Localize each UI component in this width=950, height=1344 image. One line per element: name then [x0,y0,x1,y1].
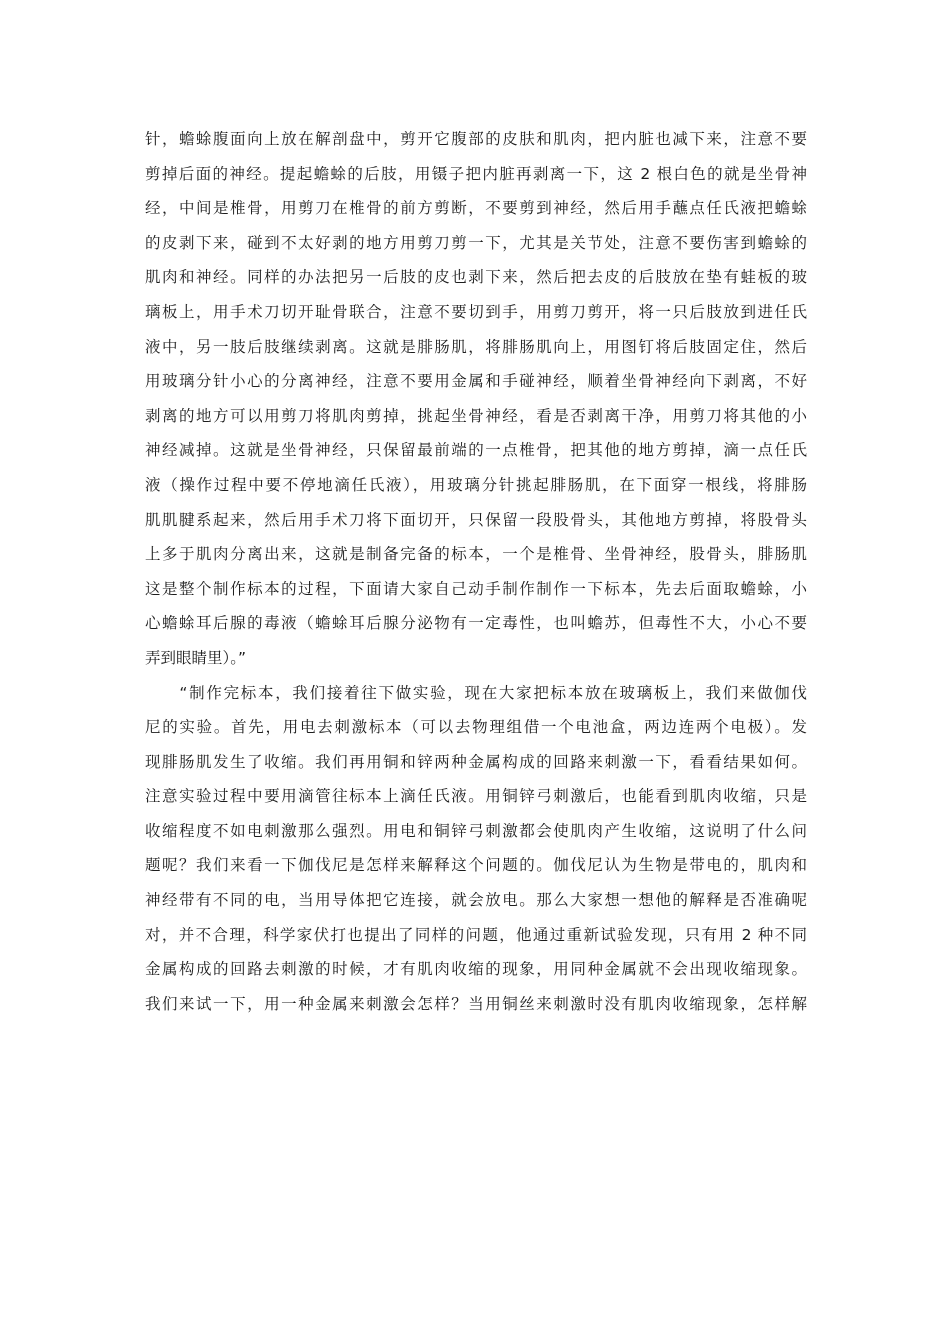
text-line-9: 剥离的地方可以用剪刀将肌肉剪掉，挑起坐骨神经，看是否剥离干净，用剪刀将其他的小 [145,406,807,425]
text-line-4: 的皮剥下来，碰到不太好剥的地方用剪刀剪一下，尤其是关节处，注意不要伤害到蟾蜍的 [145,233,807,252]
text-line-3: 经，中间是椎骨，用剪刀在椎骨的前方剪断，不要剪到神经，然后用手蘸点任氏液把蟾蜍 [145,199,807,218]
text-line-26: 我们来试一下，用一种金属来刺激会怎样？当用铜丝来刺激时没有肌肉收缩现象，怎样解 [145,994,807,1013]
text-line-25: 金属构成的回路去刺激的时候，才有肌肉收缩的现象，用同种金属就不会出现收缩现象。 [145,960,807,979]
text-line-12: 肌肌腱系起来，然后用手术刀将下面切开，只保留一段股骨头，其他地方剪掉，将股骨头 [145,510,807,529]
text-line-10: 神经减掉。这就是坐骨神经，只保留最前端的一点椎骨，把其他的地方剪掉，滴一点任氏 [145,441,807,460]
text-line-14: 这是整个制作标本的过程，下面请大家自己动手制作制作一下标本，先去后面取蟾蜍，小 [145,579,807,598]
text-line-20: 注意实验过程中要用滴管往标本上滴任氏液。用铜锌弓刺激后，也能看到肌肉收缩，只是 [145,787,807,806]
text-line-17: “制作完标本，我们接着往下做实验，现在大家把标本放在玻璃板上，我们来做伽伐 [145,683,807,702]
text-line-15: 心蟾蜍耳后腺的毒液（蟾蜍耳后腺分泌物有一定毒性，也叫蟾苏，但毒性不大，小心不要 [145,614,807,633]
text-line-19: 现腓肠肌发生了收缩。我们再用铜和锌两种金属构成的回路来刺激一下，看看结果如何。 [145,752,807,771]
text-line-21: 收缩程度不如电刺激那么强烈。用电和铜锌弓刺激都会使肌肉产生收缩，这说明了什么问 [145,821,807,840]
text-line-1: 针，蟾蜍腹面向上放在解剖盘中，剪开它腹部的皮肤和肌肉，把内脏也减下来，注意不要 [145,130,807,148]
text-line-23: 神经带有不同的电，当用导体把它连接，就会放电。那么大家想一想他的解释是否准确呢 [145,891,807,910]
text-line-2: 剪掉后面的神经。提起蟾蜍的后肢，用镊子把内脏再剥离一下，这 2 根白色的就是坐骨神 [145,164,807,183]
text-line-7: 液中，另一肢后肢继续剥离。这就是腓肠肌，将腓肠肌向上，用图钉将后肢固定住，然后 [145,337,807,356]
text-line-8: 用玻璃分针小心的分离神经，注意不要用金属和手碰神经，顺着坐骨神经向下剥离，不好 [145,372,807,391]
text-line-24: 对，并不合理，科学家伏打也提出了同样的问题，他通过重新试验发现，只有用 2 种不同 [145,925,807,944]
document-body [145,122,807,1021]
text-line-5: 肌肉和神经。同样的办法把另一后肢的皮也剥下来，然后把去皮的后肢放在垫有蛙板的玻 [145,268,807,287]
text-line-16: 弄到眼睛里）。” [145,648,247,667]
text-line-11: 液（操作过程中要不停地滴任氏液），用玻璃分针挑起腓肠肌，在下面穿一根线，将腓肠 [145,475,807,494]
text-line-18: 尼的实验。首先，用电去刺激标本（可以去物理组借一个电池盒，两边连两个电极）。发 [145,718,807,737]
text-line-13: 上多于肌肉分离出来，这就是制备完备的标本，一个是椎骨、坐骨神经，股骨头，腓肠肌 [145,545,807,564]
text-line-22: 题呢？我们来看一下伽伐尼是怎样来解释这个问题的。伽伐尼认为生物是带电的，肌肉和 [145,856,807,875]
text-line-6: 璃板上，用手术刀切开耻骨联合，注意不要切到手，用剪刀剪开，将一只后肢放到进任氏 [145,302,807,321]
